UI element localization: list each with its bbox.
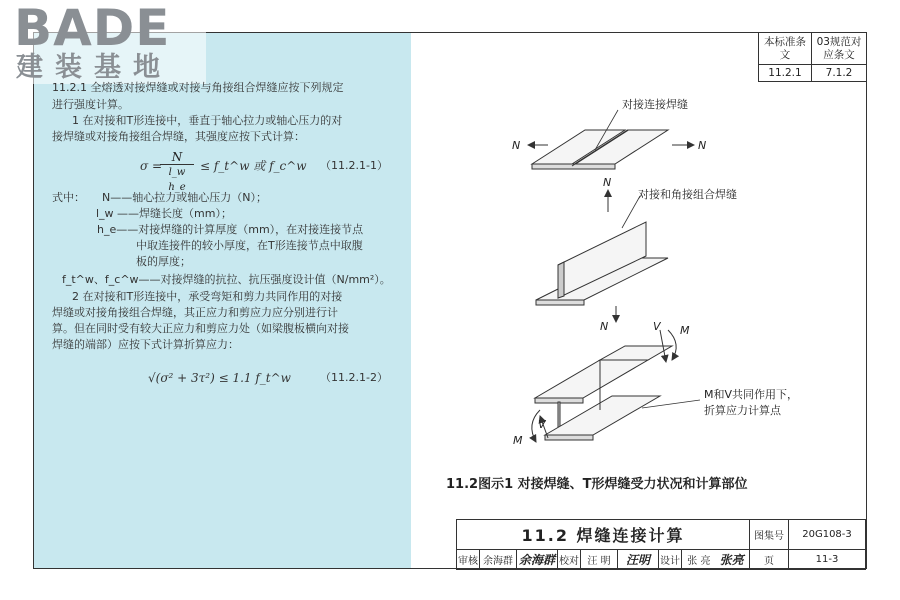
sym-n-right: N	[698, 139, 707, 152]
std-col1-header: 本标准条文	[759, 33, 812, 65]
sym-v-bottom: V	[538, 418, 546, 431]
sym-n-bottom: N	[600, 320, 609, 333]
reviewer-signature: 余海群	[517, 550, 558, 570]
page-number: 11-3	[789, 550, 866, 570]
checker-signature: 汪明	[618, 550, 659, 570]
design-label: 设计	[659, 550, 682, 570]
sym-m-top: M	[680, 324, 690, 337]
sym-n-top: N	[603, 176, 612, 189]
std-col1-value: 11.2.1	[759, 65, 812, 82]
designer-cell	[682, 550, 750, 570]
where-lw: l_w ——焊缝长度（mm）；	[96, 207, 232, 220]
eq1-number: （11.2.1-1）	[320, 159, 388, 172]
figure-caption: 11.2图示1 对接焊缝、T形焊缝受力状况和计算部位	[446, 477, 748, 492]
i-beam	[535, 346, 672, 440]
label-butt-weld: 对接连接焊缝	[622, 98, 688, 111]
where-he-line3: 板的厚度；	[136, 255, 191, 268]
check-label: 校对	[558, 550, 581, 570]
reviewer-name: 余海群	[480, 550, 517, 570]
designer-name: 张 亮	[687, 556, 711, 567]
t-joint	[536, 222, 668, 305]
eq1-numerator: N	[160, 150, 194, 165]
page-label: 页	[750, 550, 789, 570]
para3-line3: 算。但在同时受有较大正应力和剪应力处（如梁腹板横向对接	[52, 322, 349, 335]
where-he-line1: h_e——对接焊缝的计算厚度（mm），在对接连接节点	[97, 223, 364, 236]
sym-n-left: N	[512, 139, 521, 152]
label-mv: M和V共同作用下，	[704, 388, 799, 401]
atlas-label: 图集号	[750, 520, 789, 550]
designer-signature: 张亮	[719, 553, 744, 567]
para2-line1: 1 在对接和T形连接中，垂直于轴心拉力或轴心压力的对	[72, 114, 343, 127]
checker-name: 汪 明	[581, 550, 618, 570]
para2-line2: 接焊缝或对接角接组合焊缝，其强度应按下式计算：	[52, 130, 305, 143]
std-col2-value: 7.1.2	[812, 65, 867, 82]
eq1-denominator: l_w h_e	[168, 167, 186, 193]
eq2-formula: √(σ² + 3τ²) ≤ 1.1 f_t^w	[148, 371, 291, 385]
para3-line4: 焊缝的端部）应按下式计算折算应力：	[52, 338, 239, 351]
drawing-title: 11.2 焊缝连接计算	[457, 520, 750, 550]
eq1-sigma: σ =	[140, 159, 163, 173]
eq1-rhs: ≤ f_t^w 或 f_c^w	[200, 159, 307, 173]
butt-weld-plates	[532, 130, 668, 169]
where-label: 式中：	[52, 191, 85, 204]
where-f: f_t^w、f_c^w——对接焊缝的抗拉、抗压强度设计值（N/mm²）。	[62, 273, 391, 286]
where-he-line2: 中取连接件的较小厚度，在T形连接节点中取腹	[136, 239, 363, 252]
label-calc-point: 折算应力计算点	[704, 404, 781, 417]
para3-line2: 焊缝或对接角接组合焊缝，其正应力和剪应力应分别进行计	[52, 306, 338, 319]
watermark-brand: BADE	[14, 0, 171, 57]
moment-arrow-top	[668, 330, 676, 360]
review-label: 审核	[457, 550, 480, 570]
where-n: N——轴心拉力或轴心压力（N）；	[102, 191, 267, 204]
sym-v-top: V	[653, 320, 661, 333]
para3-line1: 2 在对接和T形连接中，承受弯矩和剪力共同作用的对接	[72, 290, 343, 303]
para1-line1: 11.2.1 全熔透对接焊缝或对接与角接组合焊缝应按下列规定	[52, 81, 344, 94]
sym-m-bottom: M	[513, 434, 523, 447]
eq2-number: （11.2.1-2）	[320, 371, 388, 384]
watermark-subtitle: 建装基地	[16, 52, 172, 83]
atlas-number: 20G108-3	[789, 520, 866, 550]
label-tjoint-weld: 对接和角接组合焊缝	[638, 188, 737, 201]
para1-line2: 进行强度计算。	[52, 98, 129, 111]
title-block	[456, 519, 866, 570]
std-col2-header: 03规范对应条文	[812, 33, 867, 65]
